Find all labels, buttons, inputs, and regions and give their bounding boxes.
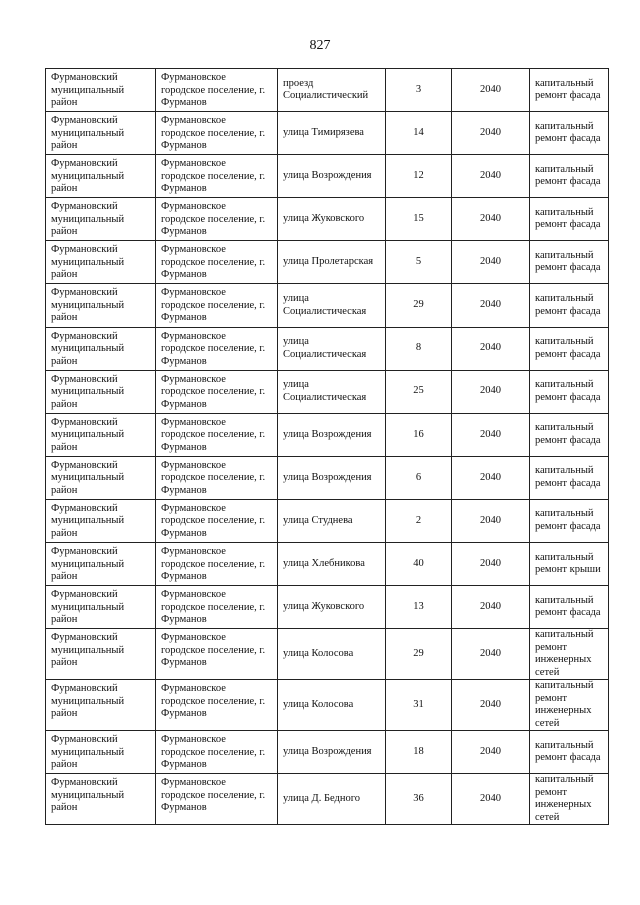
district-cell: Фурмановский муниципальный район bbox=[46, 680, 156, 731]
settlement-cell: Фурмановское городское поселение, г. Фурманов bbox=[156, 198, 278, 241]
year-cell: 2040 bbox=[452, 586, 530, 629]
table-row bbox=[46, 413, 609, 456]
house-number-cell: 14 bbox=[386, 112, 452, 155]
house-number-cell: 15 bbox=[386, 198, 452, 241]
year-cell: 2040 bbox=[452, 680, 530, 731]
district-cell: Фурмановский муниципальный район bbox=[46, 241, 156, 284]
table-row bbox=[46, 284, 609, 327]
district-cell: Фурмановский муниципальный район bbox=[46, 456, 156, 499]
district-cell: Фурмановский муниципальный район bbox=[46, 284, 156, 327]
work-type-cell: капитальный ремонт фасада bbox=[530, 586, 609, 629]
year-cell: 2040 bbox=[452, 241, 530, 284]
table-row bbox=[46, 680, 609, 731]
work-type-cell: капитальный ремонт инженерных сетей bbox=[530, 629, 609, 680]
district-cell: Фурмановский муниципальный район bbox=[46, 413, 156, 456]
settlement-cell: Фурмановское городское поселение, г. Фурманов bbox=[156, 69, 278, 112]
table-row bbox=[46, 456, 609, 499]
house-number-cell: 2 bbox=[386, 499, 452, 542]
settlement-cell: Фурмановское городское поселение, г. Фурманов bbox=[156, 680, 278, 731]
table-row bbox=[46, 370, 609, 413]
district-cell: Фурмановский муниципальный район bbox=[46, 327, 156, 370]
table-row bbox=[46, 774, 609, 825]
house-number-cell: 40 bbox=[386, 543, 452, 586]
settlement-cell: Фурмановское городское поселение, г. Фурманов bbox=[156, 155, 278, 198]
settlement-cell: Фурмановское городское поселение, г. Фурманов bbox=[156, 413, 278, 456]
district-cell: Фурмановский муниципальный район bbox=[46, 586, 156, 629]
house-number-cell: 6 bbox=[386, 456, 452, 499]
district-cell: Фурмановский муниципальный район bbox=[46, 155, 156, 198]
work-type-cell: капитальный ремонт фасада bbox=[530, 284, 609, 327]
work-type-cell: капитальный ремонт фасада bbox=[530, 499, 609, 542]
settlement-cell: Фурмановское городское поселение, г. Фурманов bbox=[156, 284, 278, 327]
year-cell: 2040 bbox=[452, 629, 530, 680]
year-cell: 2040 bbox=[452, 198, 530, 241]
table-row bbox=[46, 586, 609, 629]
table-row bbox=[46, 69, 609, 112]
street-cell: проезд Социалистический bbox=[278, 69, 386, 112]
work-type-cell: капитальный ремонт инженерных сетей bbox=[530, 680, 609, 731]
house-number-cell: 29 bbox=[386, 629, 452, 680]
table-row bbox=[46, 327, 609, 370]
street-cell: улица Жуковского bbox=[278, 198, 386, 241]
work-type-cell: капитальный ремонт фасада bbox=[530, 456, 609, 499]
settlement-cell: Фурмановское городское поселение, г. Фурманов bbox=[156, 586, 278, 629]
year-cell: 2040 bbox=[452, 413, 530, 456]
table-row bbox=[46, 241, 609, 284]
table-body bbox=[46, 69, 609, 825]
settlement-cell: Фурмановское городское поселение, г. Фурманов bbox=[156, 543, 278, 586]
settlement-cell: Фурмановское городское поселение, г. Фурманов bbox=[156, 456, 278, 499]
house-number-cell: 16 bbox=[386, 413, 452, 456]
table-row bbox=[46, 629, 609, 680]
district-cell: Фурмановский муниципальный район bbox=[46, 198, 156, 241]
year-cell: 2040 bbox=[452, 327, 530, 370]
settlement-cell: Фурмановское городское поселение, г. Фурманов bbox=[156, 629, 278, 680]
work-type-cell: капитальный ремонт крыши bbox=[530, 543, 609, 586]
work-type-cell: капитальный ремонт фасада bbox=[530, 327, 609, 370]
work-type-cell: капитальный ремонт фасада bbox=[530, 112, 609, 155]
house-number-cell: 12 bbox=[386, 155, 452, 198]
work-type-cell: капитальный ремонт фасада bbox=[530, 198, 609, 241]
district-cell: Фурмановский муниципальный район bbox=[46, 731, 156, 774]
year-cell: 2040 bbox=[452, 112, 530, 155]
work-type-cell: капитальный ремонт фасада bbox=[530, 241, 609, 284]
settlement-cell: Фурмановское городское поселение, г. Фурманов bbox=[156, 731, 278, 774]
work-type-cell: капитальный ремонт фасада bbox=[530, 413, 609, 456]
year-cell: 2040 bbox=[452, 543, 530, 586]
house-number-cell: 29 bbox=[386, 284, 452, 327]
work-type-cell: капитальный ремонт фасада bbox=[530, 155, 609, 198]
table-row bbox=[46, 112, 609, 155]
house-number-cell: 18 bbox=[386, 731, 452, 774]
year-cell: 2040 bbox=[452, 155, 530, 198]
street-cell: улица Тимирязева bbox=[278, 112, 386, 155]
table-row bbox=[46, 543, 609, 586]
settlement-cell: Фурмановское городское поселение, г. Фурманов bbox=[156, 112, 278, 155]
house-number-cell: 8 bbox=[386, 327, 452, 370]
house-number-cell: 36 bbox=[386, 774, 452, 825]
district-cell: Фурмановский муниципальный район bbox=[46, 112, 156, 155]
work-type-cell: капитальный ремонт фасада bbox=[530, 69, 609, 112]
year-cell: 2040 bbox=[452, 370, 530, 413]
year-cell: 2040 bbox=[452, 731, 530, 774]
year-cell: 2040 bbox=[452, 69, 530, 112]
table-row bbox=[46, 155, 609, 198]
street-cell: улица Социалистическая bbox=[278, 370, 386, 413]
street-cell: улица Возрождения bbox=[278, 413, 386, 456]
table-row bbox=[46, 731, 609, 774]
street-cell: улица Колосова bbox=[278, 680, 386, 731]
settlement-cell: Фурмановское городское поселение, г. Фурманов bbox=[156, 499, 278, 542]
settlement-cell: Фурмановское городское поселение, г. Фурманов bbox=[156, 774, 278, 825]
house-number-cell: 13 bbox=[386, 586, 452, 629]
house-number-cell: 31 bbox=[386, 680, 452, 731]
district-cell: Фурмановский муниципальный район bbox=[46, 499, 156, 542]
street-cell: улица Пролетарская bbox=[278, 241, 386, 284]
street-cell: улица Социалистическая bbox=[278, 327, 386, 370]
work-type-cell: капитальный ремонт фасада bbox=[530, 731, 609, 774]
street-cell: улица Возрождения bbox=[278, 731, 386, 774]
street-cell: улица Возрождения bbox=[278, 456, 386, 499]
settlement-cell: Фурмановское городское поселение, г. Фурманов bbox=[156, 370, 278, 413]
settlement-cell: Фурмановское городское поселение, г. Фурманов bbox=[156, 241, 278, 284]
street-cell: улица Д. Бедного bbox=[278, 774, 386, 825]
work-type-cell: капитальный ремонт фасада bbox=[530, 370, 609, 413]
district-cell: Фурмановский муниципальный район bbox=[46, 629, 156, 680]
house-number-cell: 25 bbox=[386, 370, 452, 413]
table-row bbox=[46, 198, 609, 241]
year-cell: 2040 bbox=[452, 456, 530, 499]
street-cell: улица Студнева bbox=[278, 499, 386, 542]
district-cell: Фурмановский муниципальный район bbox=[46, 543, 156, 586]
year-cell: 2040 bbox=[452, 774, 530, 825]
district-cell: Фурмановский муниципальный район bbox=[46, 774, 156, 825]
street-cell: улица Жуковского bbox=[278, 586, 386, 629]
page-number: 827 bbox=[309, 38, 331, 53]
house-number-cell: 3 bbox=[386, 69, 452, 112]
street-cell: улица Хлебникова bbox=[278, 543, 386, 586]
year-cell: 2040 bbox=[452, 284, 530, 327]
district-cell: Фурмановский муниципальный район bbox=[46, 69, 156, 112]
street-cell: улица Социалистическая bbox=[278, 284, 386, 327]
house-number-cell: 5 bbox=[386, 241, 452, 284]
settlement-cell: Фурмановское городское поселение, г. Фурманов bbox=[156, 327, 278, 370]
street-cell: улица Колосова bbox=[278, 629, 386, 680]
table-row bbox=[46, 499, 609, 542]
work-type-cell: капитальный ремонт инженерных сетей bbox=[530, 774, 609, 825]
repair-schedule-table bbox=[45, 68, 609, 825]
street-cell: улица Возрождения bbox=[278, 155, 386, 198]
year-cell: 2040 bbox=[452, 499, 530, 542]
district-cell: Фурмановский муниципальный район bbox=[46, 370, 156, 413]
